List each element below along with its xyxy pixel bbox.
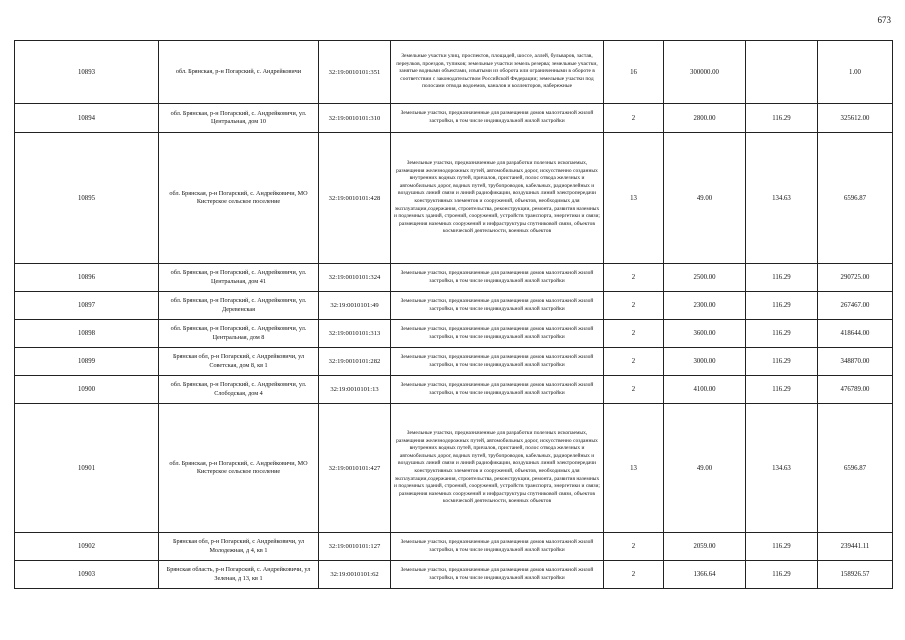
land-use-cell: Земельные участки, предназначенные для размещения домов малоэтажной жилой застройки, в том числе индивидуальной жилой застройки (391, 320, 604, 348)
table-row (15, 320, 893, 348)
cadastral-number-cell: 32:19:0010101:428 (319, 133, 391, 264)
row-number: 10901 (15, 404, 159, 533)
cadastral-number-cell: 32:19:0010101:49 (319, 292, 391, 320)
group-cell: 2 (604, 533, 664, 561)
address-cell: обл. Брянская, р-н Погарский, с. Андрейковичи, ул. Центральная, дом 10 (159, 104, 319, 133)
group-cell: 2 (604, 320, 664, 348)
address-cell: обл. Брянская, р-н Погарский, с. Андрейковичи, ул. Центральная, дом 41 (159, 264, 319, 292)
row-number: 10900 (15, 376, 159, 404)
rate-cell: 116.29 (746, 264, 818, 292)
cost-cell: 418644.00 (818, 320, 893, 348)
row-number: 10902 (15, 533, 159, 561)
area-cell: 1366.64 (664, 561, 746, 589)
rate-cell: 116.29 (746, 561, 818, 589)
cost-cell: 267467.00 (818, 292, 893, 320)
table-row (15, 41, 893, 104)
cost-cell: 1.00 (818, 41, 893, 104)
area-cell: 2300.00 (664, 292, 746, 320)
land-use-cell: Земельные участки, предназначенные для разработки полезных ископаемых, размещения железнодорожных путей, автомобильных дорог, искусственно созданных внутренних водных путей, причалов, пристаней, полос отвода железных и автомобильных дорог, водных путей, трубопроводов, кабельных, радиорелейных и воздушных линий связи и линий радиофикации, воздушных линий электропередачи конструктивных элементов и сооружений, объектов, необходимых для эксплуатации,содержания, строительства, реконструкции, ремонта, развития наземных и подземных зданий, строений, сооружений, устройств транспорта, энергетики и связи; размещения наземных сооружений и инфраструктуры спутниковой связи, объектов космической деятельности, военных объектов (391, 133, 604, 264)
row-number: 10893 (15, 41, 159, 104)
area-cell: 2500.00 (664, 264, 746, 292)
table-row (15, 348, 893, 376)
row-number: 10897 (15, 292, 159, 320)
rate-cell: 134.63 (746, 404, 818, 533)
group-cell: 13 (604, 133, 664, 264)
address-cell: Брянская обл, р-н Погарский, с Андрейковичи, ул Советская, дом 8, кв 1 (159, 348, 319, 376)
area-cell: 300000.00 (664, 41, 746, 104)
rate-cell (746, 41, 818, 104)
rate-cell: 116.29 (746, 533, 818, 561)
rate-cell: 116.29 (746, 292, 818, 320)
area-cell: 49.00 (664, 404, 746, 533)
area-cell: 4100.00 (664, 376, 746, 404)
row-number: 10894 (15, 104, 159, 133)
row-number: 10898 (15, 320, 159, 348)
land-use-cell: Земельные участки, предназначенные для разработки полезных ископаемых, размещения железнодорожных путей, автомобильных дорог, искусственно созданных внутренних водных путей, причалов, пристаней, полос отвода железных и автомобильных дорог, водных путей, трубопроводов, кабельных, радиорелейных и воздушных линий связи и линий радиофикации, воздушных линий электропередачи конструктивных элементов и сооружений, объектов, необходимых для эксплуатации,содержания, строительства, реконструкции, ремонта, развития наземных и подземных зданий, строений, сооружений, устройств транспорта, энергетики и связи; размещения наземных сооружений и инфраструктуры спутниковой связи, объектов космической деятельности, военных объектов (391, 404, 604, 533)
address-cell: обл. Брянская, р-н Погарский, с. Андрейковичи, МО Кистерское сельское поселение (159, 404, 319, 533)
land-use-cell: Земельные участки, предназначенные для размещения домов малоэтажной жилой застройки, в том числе индивидуальной жилой застройки (391, 104, 604, 133)
table-row (15, 376, 893, 404)
row-number: 10895 (15, 133, 159, 264)
cadastral-number-cell: 32:19:0010101:351 (319, 41, 391, 104)
area-cell: 3600.00 (664, 320, 746, 348)
address-cell: Брянская обл, р-н Погарский, с Андрейковичи, ул Молодежная, д 4, кв 1 (159, 533, 319, 561)
table-row (15, 533, 893, 561)
cadastral-number-cell: 32:19:0010101:310 (319, 104, 391, 133)
address-cell: обл. Брянская, р-н Погарский, с. Андрейковичи, ул. Деревенская (159, 292, 319, 320)
address-cell: Брянская область, р-н Погарский, с. Андрейковичи, ул Зеленая, д 13, кв 1 (159, 561, 319, 589)
table-row (15, 292, 893, 320)
cost-cell: 158926.57 (818, 561, 893, 589)
rate-cell: 116.29 (746, 104, 818, 133)
group-cell: 2 (604, 348, 664, 376)
land-use-cell: Земельные участки, предназначенные для размещения домов малоэтажной жилой застройки, в том числе индивидуальной жилой застройки (391, 561, 604, 589)
rate-cell: 116.29 (746, 348, 818, 376)
cost-cell: 6596.87 (818, 133, 893, 264)
page-number: 673 (877, 15, 891, 25)
land-use-cell: Земельные участки, предназначенные для размещения домов малоэтажной жилой застройки, в том числе индивидуальной жилой застройки (391, 264, 604, 292)
cost-cell: 325612.00 (818, 104, 893, 133)
land-use-cell: Земельные участки, предназначенные для размещения домов малоэтажной жилой застройки, в том числе индивидуальной жилой застройки (391, 348, 604, 376)
area-cell: 2059.00 (664, 533, 746, 561)
cost-cell: 476789.00 (818, 376, 893, 404)
table-row (15, 561, 893, 589)
cadastral-number-cell: 32:19:0010101:282 (319, 348, 391, 376)
cadastral-number-cell: 32:19:0010101:13 (319, 376, 391, 404)
address-cell: обл. Брянская, р-н Погарский, с. Андрейковичи, ул. Слободская, дом 4 (159, 376, 319, 404)
group-cell: 2 (604, 292, 664, 320)
table-row (15, 133, 893, 264)
cost-cell: 239441.11 (818, 533, 893, 561)
land-use-cell: Земельные участки, предназначенные для размещения домов малоэтажной жилой застройки, в том числе индивидуальной жилой застройки (391, 376, 604, 404)
area-cell: 49.00 (664, 133, 746, 264)
rate-cell: 116.29 (746, 320, 818, 348)
table-row (15, 404, 893, 533)
address-cell: обл. Брянская, р-н Погарский, с. Андрейковичи, МО Кистерское сельское поселение (159, 133, 319, 264)
area-cell: 3000.00 (664, 348, 746, 376)
land-use-cell: Земельные участки, предназначенные для размещения домов малоэтажной жилой застройки, в том числе индивидуальной жилой застройки (391, 533, 604, 561)
cost-cell: 6596.87 (818, 404, 893, 533)
row-number: 10903 (15, 561, 159, 589)
cadastral-number-cell: 32:19:0010101:427 (319, 404, 391, 533)
group-cell: 2 (604, 561, 664, 589)
group-cell: 13 (604, 404, 664, 533)
cadastral-number-cell: 32:19:0010101:127 (319, 533, 391, 561)
table-row (15, 104, 893, 133)
cadastral-number-cell: 32:19:0010101:62 (319, 561, 391, 589)
group-cell: 16 (604, 41, 664, 104)
rate-cell: 134.63 (746, 133, 818, 264)
cost-cell: 290725.00 (818, 264, 893, 292)
address-cell: обл. Брянская, р-н Погарский, с. Андрейковичи, ул. Центральная, дом 8 (159, 320, 319, 348)
row-number: 10899 (15, 348, 159, 376)
group-cell: 2 (604, 264, 664, 292)
group-cell: 2 (604, 104, 664, 133)
area-cell: 2800.00 (664, 104, 746, 133)
cadastral-number-cell: 32:19:0010101:313 (319, 320, 391, 348)
group-cell: 2 (604, 376, 664, 404)
cost-cell: 348870.00 (818, 348, 893, 376)
row-number: 10896 (15, 264, 159, 292)
cadastral-number-cell: 32:19:0010101:324 (319, 264, 391, 292)
rate-cell: 116.29 (746, 376, 818, 404)
address-cell: обл. Брянская, р-н Погарский, с. Андрейковичи (159, 41, 319, 104)
land-use-cell: Земельные участки, предназначенные для размещения домов малоэтажной жилой застройки, в том числе индивидуальной жилой застройки (391, 292, 604, 320)
cadastral-table (14, 40, 893, 589)
table-row (15, 264, 893, 292)
land-use-cell: Земельные участки улиц, проспектов, площадей, шоссе, аллей, бульваров, застав, переулков, проездов, тупиков; земельные участки земель резерва; земельные участки, занятые водными объектами, изъятыми из оборота или ограниченными в обороте в соответствии с законодательством Российской Федерации; земельные участки под полосами отвода водоемов, каналов и коллекторов, набережные (391, 41, 604, 104)
